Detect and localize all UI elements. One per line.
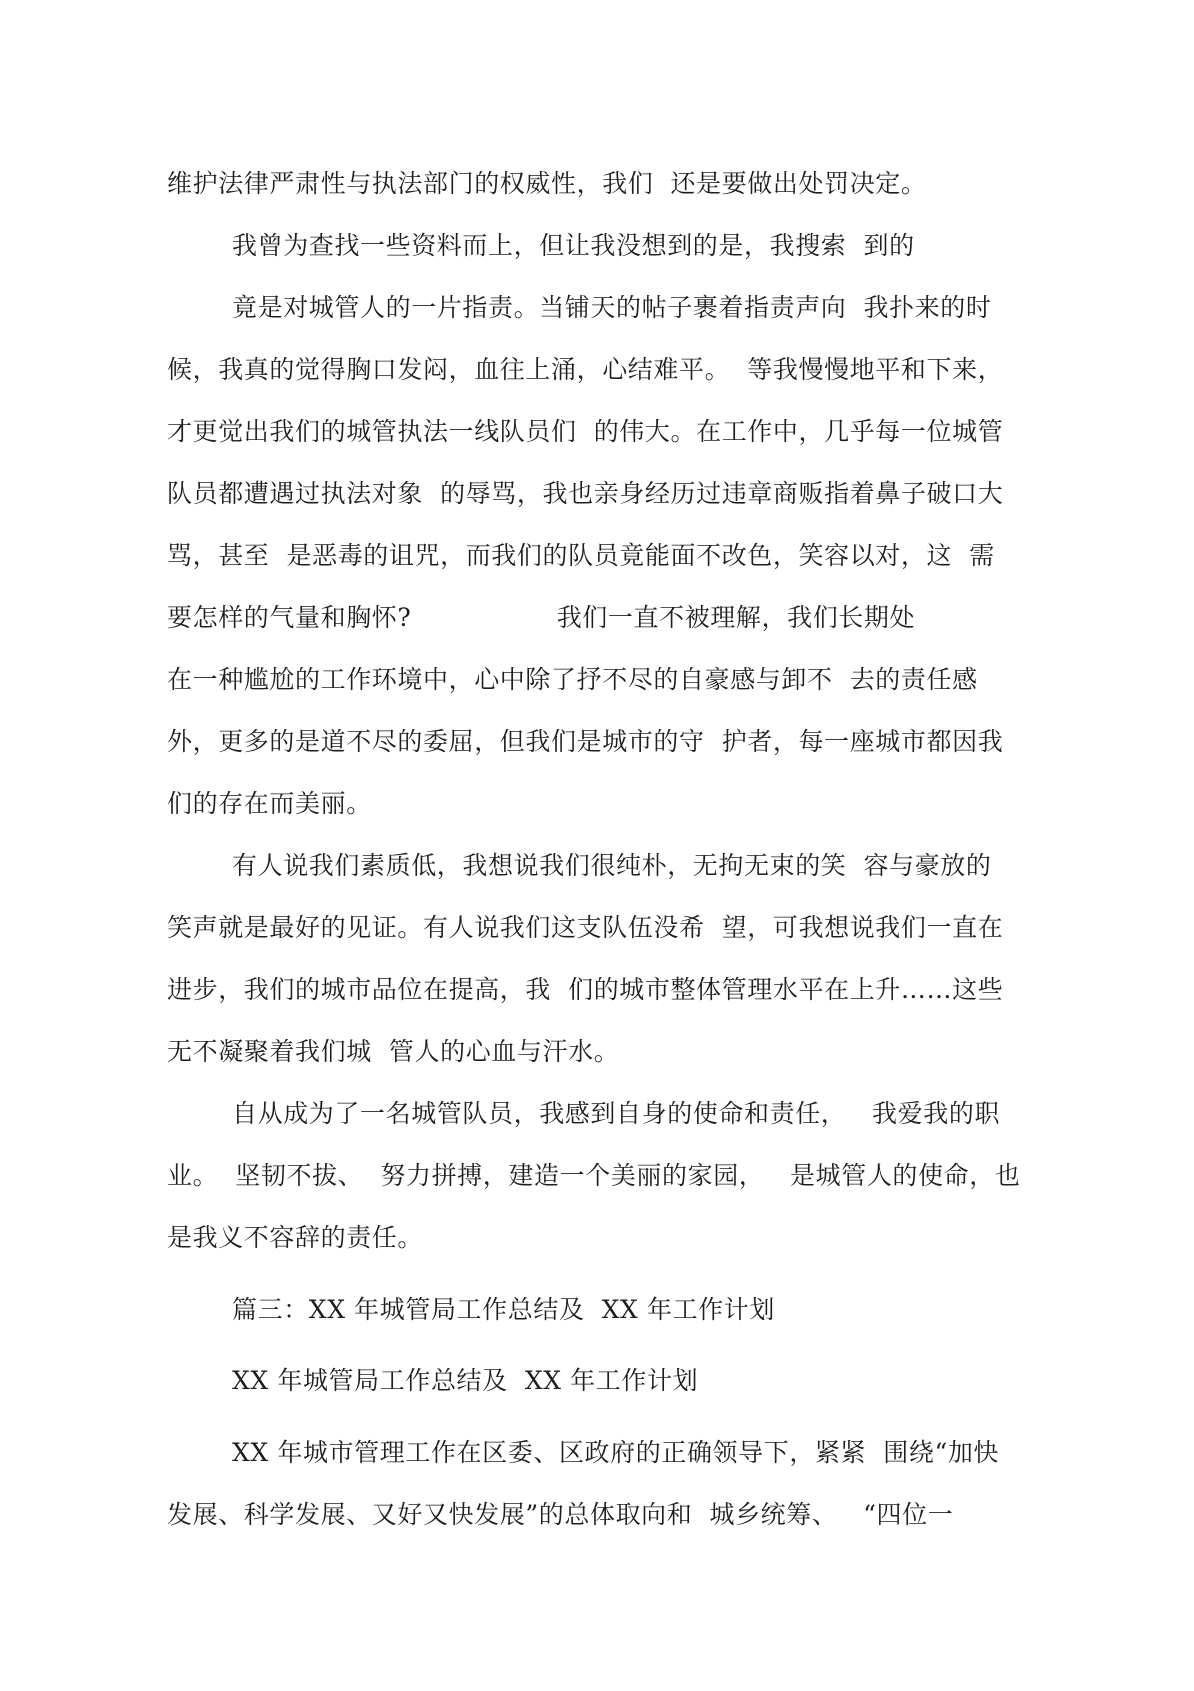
text-line: 自从成为了一名城管队员，我感到自身的使命和责任， 我爱我的职 (232, 1099, 1001, 1128)
text-line: 无不凝聚着我们城 管人的心血与汗水。 (167, 1037, 620, 1066)
text-line: 外，更多的是道不尽的委屈，但我们是城市的守 护者，每一座城市都因我 (167, 727, 1004, 756)
text-line: 才更觉出我们的城管执法一线队员们 的伟大。在工作中，几乎每一位城管 (167, 417, 1004, 446)
text-line: 竟是对城管人的一片指责。当铺天的帖子裹着指责声向 我扑来的时 (232, 293, 992, 322)
text-line: 是我义不容辞的责任。 (167, 1223, 424, 1252)
text-line: 进步，我们的城市品位在提高，我 们的城市整体管理水平在上升……这些 (167, 975, 1004, 1004)
text-line: 有人说我们素质低，我想说我们很纯朴，无拘无束的笑 容与豪放的 (232, 851, 992, 880)
text-line: 发展、科学发展、又好又快发展”的总体取向和 城乡统筹、 “四位一 (167, 1500, 954, 1529)
text-line: 在一种尴尬的工作环境中，心中除了抒不尽的自豪感与卸不 去的责任感 (167, 665, 978, 694)
text-line: XX 年城市管理工作在区委、区政府的正确领导下，紧紧 围绕“加快 (232, 1438, 1000, 1467)
text-line: 候，我真的觉得胸口发闷，血往上涌，心结难平。 等我慢慢地平和下来， (167, 355, 1004, 384)
section-title: XX 年城管局工作总结及 XX 年工作计划 (232, 1366, 699, 1395)
text-line: 业。 坚韧不拔、 努力拼搏，建造一个美丽的家园， 是城管人的使命，也 (167, 1161, 1021, 1190)
text-line: 们的存在而美丽。 (167, 789, 372, 818)
text-line: 队员都遭遇过执法对象 的辱骂，我也亲身经历过违章商贩指着鼻子破口大 (167, 479, 1004, 508)
text-line: 要怎样的气量和胸怀? 我们一直不被理解，我们长期处 (167, 603, 916, 632)
section-heading: 篇三：XX 年城管局工作总结及 XX 年工作计划 (232, 1295, 775, 1324)
text-line: 骂，甚至 是恶毒的诅咒，而我们的队员竟能面不改色，笑容以对，这 需 (167, 541, 995, 570)
text-line: 我曾为查找一些资料而上，但让我没想到的是，我搜索 到的 (232, 231, 915, 260)
text-line: 维护法律严肃性与执法部门的权威性，我们 还是要做出处罚决定。 (167, 169, 927, 198)
text-line: 笑声就是最好的见证。有人说我们这支队伍没希 望，可我想说我们一直在 (167, 913, 1004, 942)
